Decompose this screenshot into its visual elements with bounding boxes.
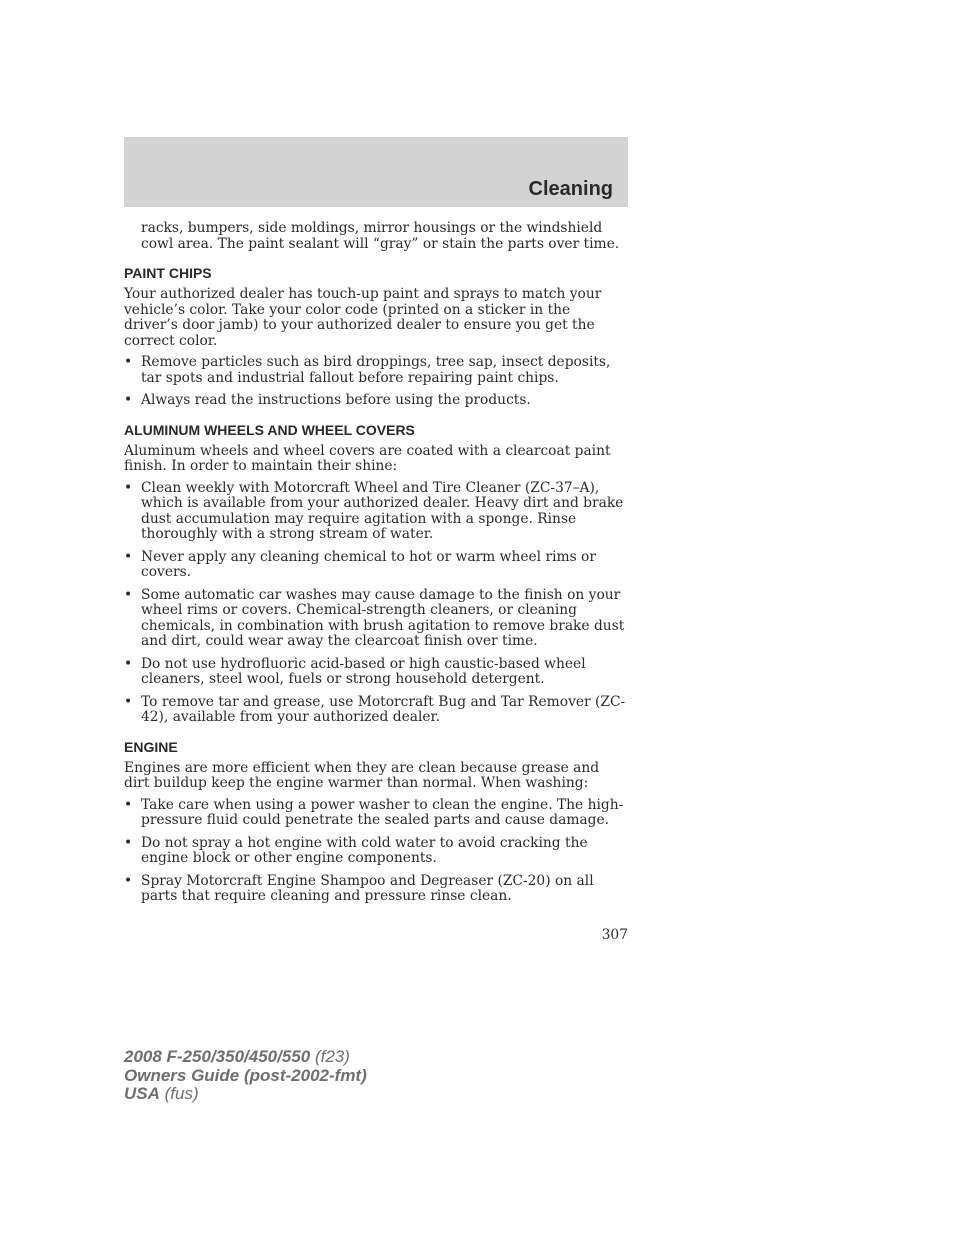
bullet-text: Take care when using a power washer to clean the engine. The high-pressure fluid could penetrate the sealed parts and cause damage. [141, 796, 624, 828]
bullet-text: Never apply any cleaning chemical to hot or warm wheel rims or covers. [141, 548, 596, 580]
bullet-item [124, 695, 628, 726]
section-heading: ENGINE [124, 738, 178, 755]
footer-market-code: (fus) [164, 1084, 199, 1103]
bullet-item [124, 798, 628, 829]
footer-line-model [124, 1048, 367, 1067]
bullet-list [124, 355, 628, 409]
footer-model: 2008 F-250/350/450/550 [124, 1047, 311, 1066]
bullet-marker: • [124, 796, 133, 813]
bullet-text: Do not spray a hot engine with cold water to avoid cracking the engine block or other engine components. [141, 834, 588, 866]
bullet-marker: • [124, 834, 133, 851]
bullet-item [124, 550, 628, 581]
bullet-item [124, 355, 628, 386]
bullet-text: Do not use hydrofluoric acid-based or high caustic-based wheel cleaners, steel wool, fuels or strong household detergent. [141, 655, 586, 687]
footer-model-code: (f23) [314, 1047, 350, 1066]
bullet-list [124, 798, 628, 905]
footer-edition-info [124, 1048, 367, 1104]
bullet-item [124, 657, 628, 688]
footer-line-market [124, 1085, 367, 1104]
bullet-text: Some automatic car washes may cause damage to the finish on your wheel rims or covers. Chemical-strength cleaners, or cleaning chemicals, in combination with brush agitation to remove brake dust and dirt, could wear away the clearcoat finish over time. [141, 586, 625, 649]
section-heading: PAINT CHIPS [124, 265, 212, 281]
section-paragraph: Your authorized dealer has touch-up paint and sprays to match your vehicle’s color. Take your color code (printed on a sticker in the driver’s door jamb) to your authorized dealer to ensure you get the correct color. [124, 286, 602, 349]
footer-market: USA [124, 1084, 160, 1103]
page-content [124, 221, 628, 912]
bullet-marker: • [124, 392, 133, 408]
bullet-text: Spray Motorcraft Engine Shampoo and Degreaser (ZC-20) on all parts that require cleaning and pressure rinse clean. [141, 872, 594, 904]
page-number: 307 [601, 927, 628, 943]
bullet-marker: • [124, 479, 133, 496]
bullet-text: Clean weekly with Motorcraft Wheel and Tire Cleaner (ZC-37–A), which is available from your authorized dealer. Heavy dirt and brake dust accumulation may require agitation with a sponge. Rinse thoroughly with a strong stream of water. [141, 479, 624, 542]
bullet-list [124, 481, 628, 726]
bullet-marker: • [124, 354, 133, 370]
footer-guide: Owners Guide (post-2002-fmt) [124, 1065, 367, 1085]
section-engine [124, 739, 628, 905]
bullet-marker: • [124, 872, 133, 889]
bullet-text: Always read the instructions before using the products. [141, 392, 531, 408]
bullet-item [124, 481, 628, 543]
section-heading: ALUMINUM WHEELS AND WHEEL COVERS [124, 421, 415, 438]
bullet-marker: • [124, 586, 133, 603]
bullet-marker: • [124, 693, 133, 710]
section-title: Cleaning [528, 178, 613, 200]
bullet-item [124, 836, 628, 867]
bullet-text: To remove tar and grease, use Motorcraft Bug and Tar Remover (ZC-42), available from your authorized dealer. [141, 693, 626, 725]
footer-line-guide [124, 1067, 367, 1086]
bullet-item [124, 874, 628, 905]
section-paint-chips [124, 265, 628, 409]
bullet-item [124, 393, 628, 409]
section-paragraph: Aluminum wheels and wheel covers are coated with a clearcoat paint finish. In order to maintain their shine: [124, 442, 611, 474]
bullet-text: Remove particles such as bird droppings, tree sap, insect deposits, tar spots and industrial fallout before repairing paint chips. [141, 354, 611, 386]
header-band [124, 137, 628, 207]
continued-bullet-text: racks, bumpers, side moldings, mirror housings or the windshield cowl area. The paint sealant will “gray” or stain the parts over time. [141, 220, 620, 252]
bullet-marker: • [124, 655, 133, 672]
bullet-marker: • [124, 548, 133, 565]
bullet-item [124, 588, 628, 650]
section-aluminum-wheels [124, 422, 628, 726]
section-paragraph: Engines are more efficient when they are clean because grease and dirt buildup keep the engine warmer than normal. When washing: [124, 759, 600, 791]
